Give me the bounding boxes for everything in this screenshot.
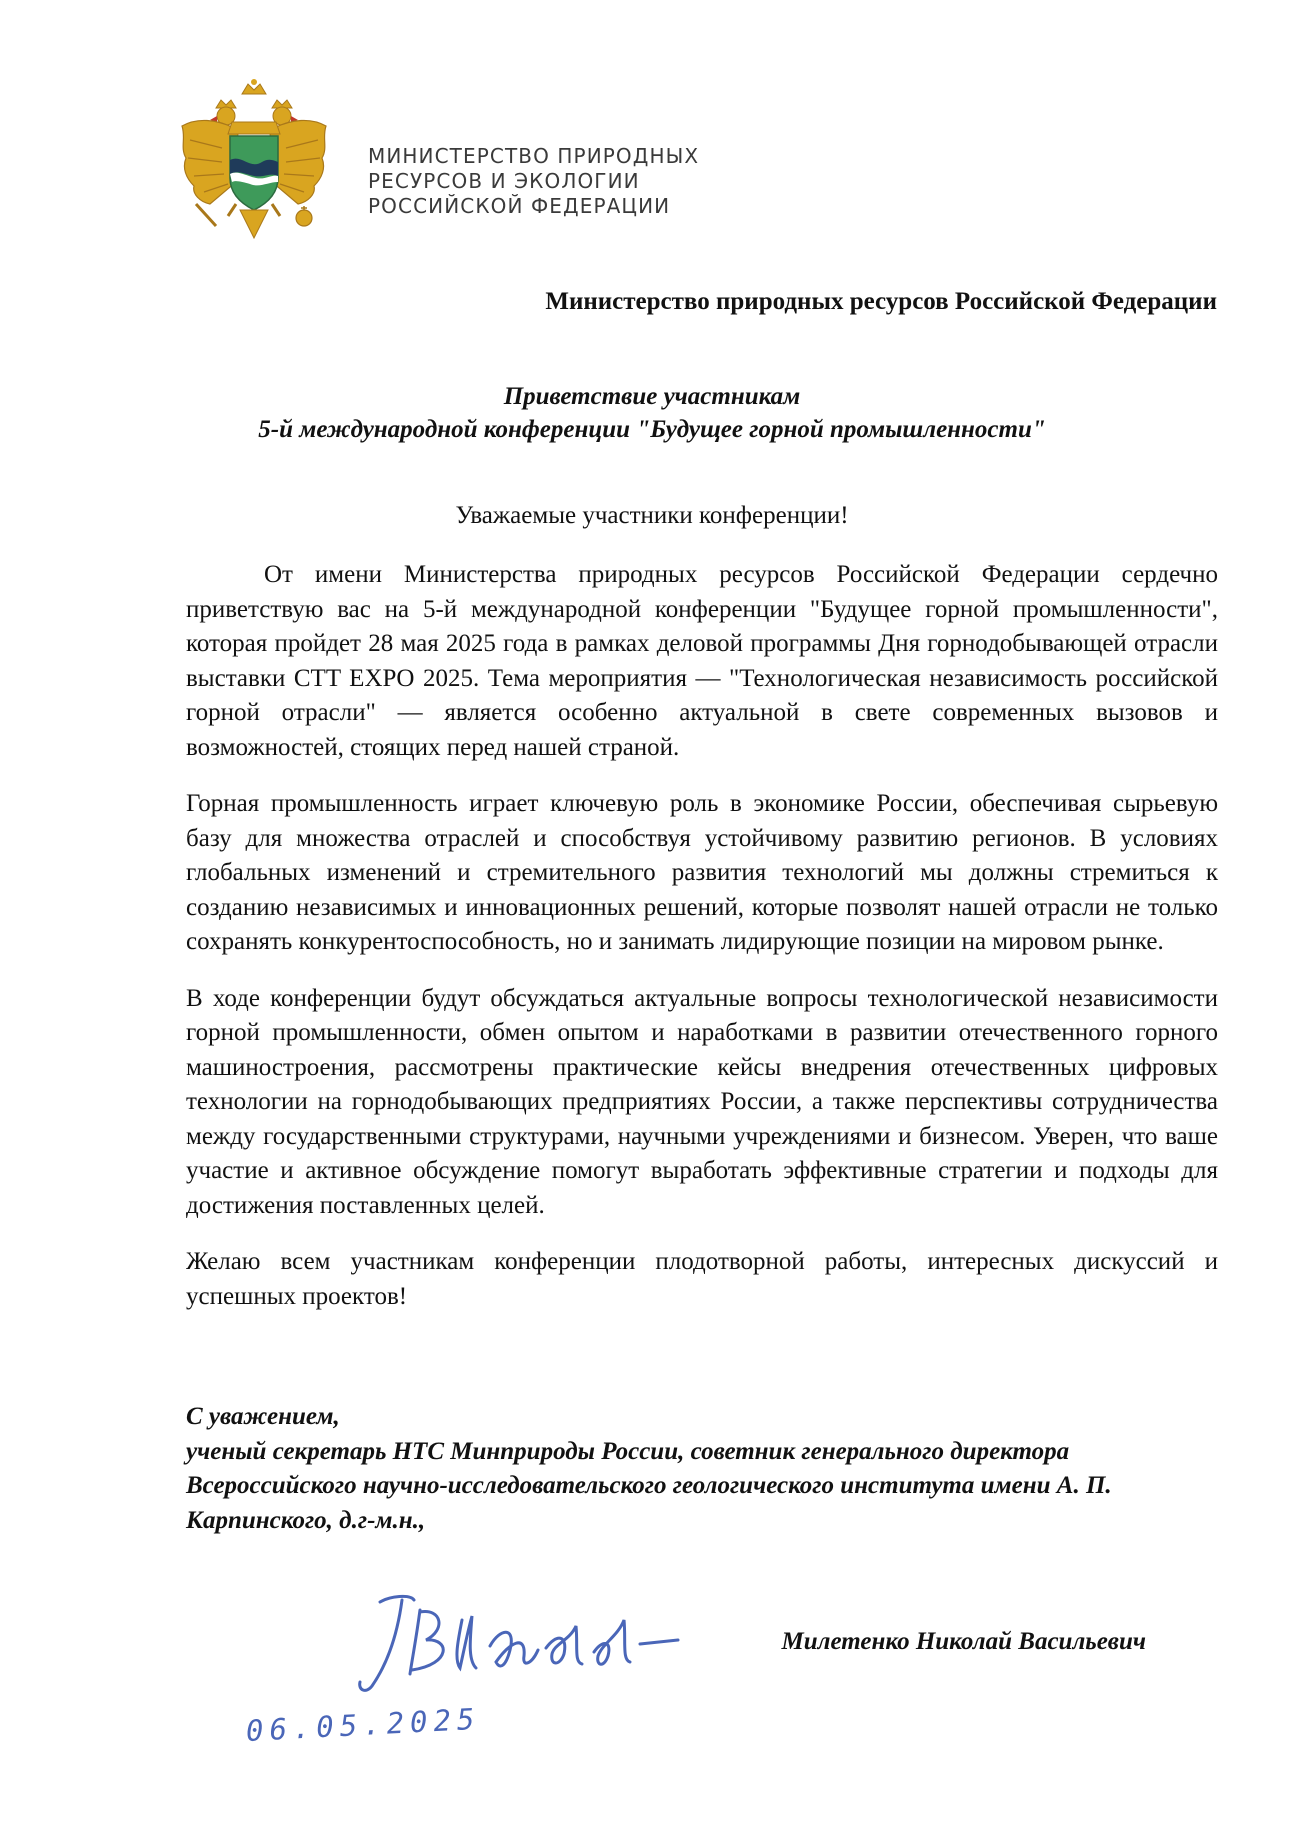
handwritten-signature bbox=[350, 1590, 690, 1700]
double-headed-eagle-emblem-icon bbox=[176, 78, 332, 244]
body-paragraph-2: Горная промышленность играет ключевую роль в экономике России, обеспечивая сырьевую базу для множества отраслей и способствуя устойчивому развитию регионов. В условиях глобальных изменений и стремительного развития технологий мы должны стремиться к созданию независимых и инновационных решений, которые позволят нашей отрасли не только сохранять конкурентоспособность, но и занимать лидирующие позиции на мировом рынке. bbox=[186, 790, 1218, 955]
addressee: Министерство природных ресурсов Российской Федерации bbox=[545, 288, 1217, 315]
ministry-line-1: МИНИСТЕРСТВО ПРИРОДНЫХ bbox=[368, 144, 700, 168]
title-line-2: 5-й международной конференции "Будущее горной промышленности" bbox=[258, 416, 1046, 443]
body-paragraph-3: В ходе конференции будут обсуждаться актуальные вопросы технологической независимости горной промышленности, обмен опытом и наработками в развитии отечественного горного машиностроения, рассмотрены практические кейсы внедрения отечественных цифровых технологии на горнодобывающих предприятиях России, а также перспективы сотрудничества между государственными структурами, научными учреждениями и бизнесом. Уверен, что ваше участие и активное обсуждение помогут выработать эффективные стратегии и подходы для достижения поставленных целей. bbox=[186, 984, 1218, 1219]
body-paragraph-1: От имени Министерства природных ресурсов Российской Федерации сердечно приветствую вас на 5-й международной конференции "Будущее горной промышленности", которая пройдет 28 мая 2025 года в рамках деловой программы Дня горнодобывающей отрасли выставки CTT EXPO 2025. Тема мероприятия — "Технологическая независимость российской горной отрасли" — является особенно актуальной в свете современных вызовов и возможностей, стоящих перед нашей страной. bbox=[186, 561, 1218, 761]
ministry-line-2: РЕСУРСОВ И ЭКОЛОГИИ bbox=[368, 169, 640, 193]
letter-body bbox=[186, 558, 1218, 1336]
ministry-line-3: РОССИЙСКОЙ ФЕДЕРАЦИИ bbox=[368, 194, 671, 218]
closing-line-1: С уважением, bbox=[186, 1403, 340, 1430]
closing-line-4: Карпинского, д.г-м.н., bbox=[186, 1506, 426, 1534]
letter-title bbox=[0, 380, 1304, 446]
closing-line-3: Всероссийского научно-исследовательского геологического института имени А. П. bbox=[186, 1472, 1112, 1499]
salutation: Уважаемые участники конференции! bbox=[455, 502, 849, 529]
handwritten-date: 06.05.2025 bbox=[245, 1701, 482, 1748]
title-line-1: Приветствие участникам bbox=[503, 383, 801, 410]
ministry-letterhead bbox=[368, 144, 699, 219]
closing-line-2: ученый секретарь НТС Минприроды России, советник генерального директора bbox=[186, 1437, 1070, 1465]
closing-block bbox=[186, 1400, 1226, 1538]
signer-name: Милетенко Николай Васильевич bbox=[781, 1628, 1146, 1655]
body-paragraph-4: Желаю всем участникам конференции плодотворной работы, интересных дискуссий и успешных проектов! bbox=[186, 1248, 1218, 1310]
